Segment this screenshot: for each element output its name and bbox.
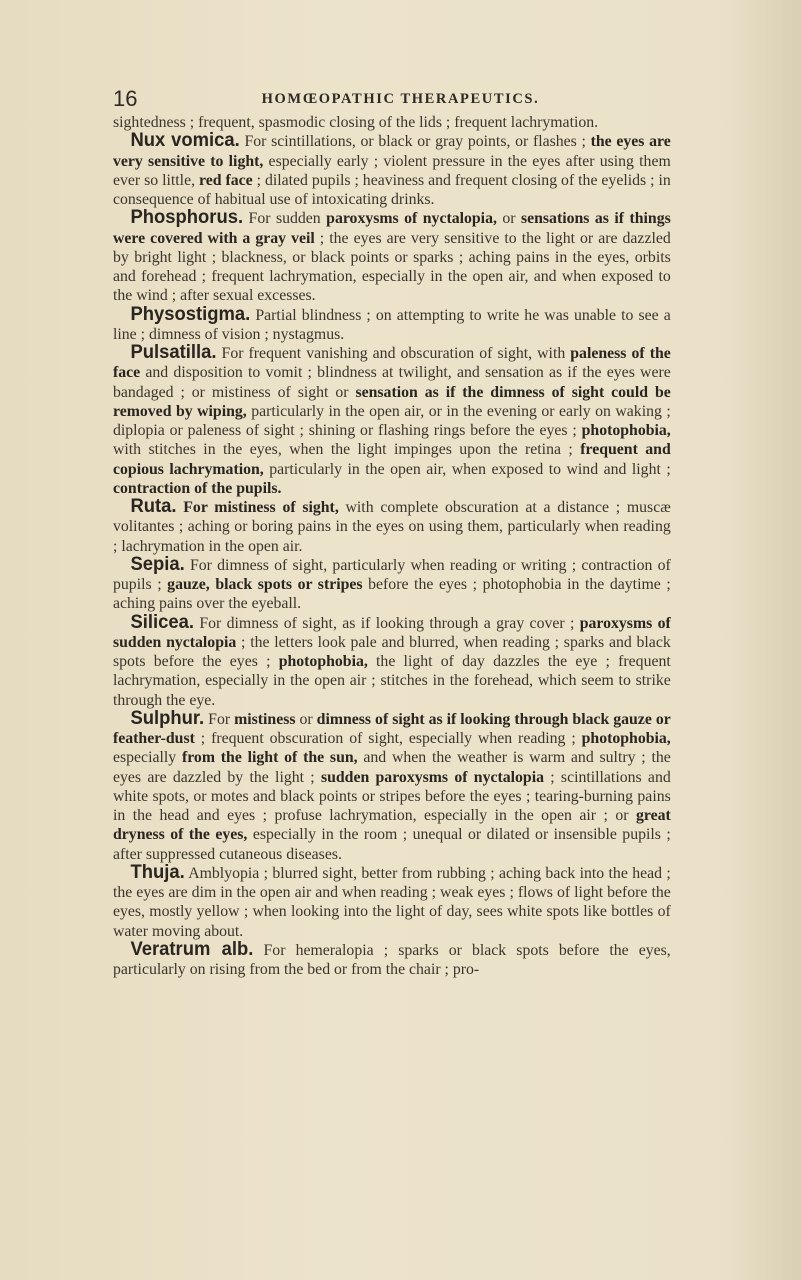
body-text: particularly in the open air, when exposed to wind and light ; (263, 458, 671, 478)
body-text: For frequent vanishing and obscuration of sight, with (216, 343, 571, 362)
emphasized-text: sensations as if things were covered with a gray veil (113, 208, 671, 247)
emphasized-text: paleness of the face (113, 343, 671, 382)
remedy-name: Physostigma. (130, 303, 251, 325)
remedy-name: Thuja. (130, 861, 185, 883)
remedy-name: Pulsatilla. (130, 342, 217, 363)
page-header (113, 86, 688, 110)
body-text: with complete obscuration at a distance ; muscæ volitantes ; aching or boring pains in the eyes on using them, particularly when reading ; lachrymation in the open air. (113, 497, 671, 555)
remedy-paragraph (113, 613, 671, 709)
page-body (113, 112, 671, 978)
body-text: For hemeralopia ; sparks or black spots before the eyes, particularly on rising from the bed or from the chair ; pro- (113, 939, 671, 978)
emphasized-text: photophobia, (581, 728, 671, 747)
body-text: the light of day dazzles the eye ; frequent lachrymation, especially in the open air ; stitches in the forehead, which seem to strike through the eye. (113, 651, 671, 709)
remedy-name: Silicea. (130, 611, 194, 633)
body-text: For sudden (243, 208, 327, 228)
emphasized-text: great dryness of the eyes, (113, 805, 671, 844)
body-text: or (295, 708, 317, 728)
emphasized-text: red face (198, 169, 253, 189)
body-text: and disposition to vomit ; blindness at twilight, and sensation as if the eyes were bandaged ; or mistiness of sight or (113, 362, 671, 401)
body-text: ; the letters look pale and blurred, when reading ; sparks and black spots before the eyes ; (113, 631, 671, 670)
continued-paragraph (113, 112, 671, 131)
remedy-paragraph (113, 343, 671, 497)
emphasized-text: dimness of sight as if looking through black gauze or feather-dust (113, 708, 671, 747)
body-text: with stitches in the eyes, when the light impinges upon the retina ; (113, 439, 581, 459)
emphasized-text: frequent and copious lachrymation, (113, 439, 671, 478)
body-text: especially in the room ; unequal or dilated or insensible pupils ; after suppressed cutaneous diseases. (113, 824, 671, 863)
body-text: particularly in the open air, or in the evening or early on waking ; diplopia or paleness of sight ; shining or flashing rings before the eyes ; (113, 400, 671, 439)
body-text: For dimness of sight, as if looking through a gray cover ; (193, 612, 580, 632)
body-text: before the eyes ; photophobia in the daytime ; aching pains over the eyeball. (113, 574, 671, 613)
page-number: 16 (113, 86, 138, 111)
remedy-name: Ruta. (130, 496, 177, 517)
emphasized-text: photophobia, (278, 651, 368, 670)
remedy-paragraph (113, 555, 671, 613)
body-text: sightedness ; frequent, spasmodic closing of the lids ; frequent lachrymation. (113, 112, 599, 131)
body-text: ; dilated pupils ; heaviness and frequent closing of the eyelids ; in consequence of habitual use of intoxicating drinks. (113, 169, 671, 208)
emphasized-text: photophobia, (581, 420, 671, 439)
body-text: Partial blindness ; on attempting to write he was unable to see a line ; dimness of vision ; nystagmus. (113, 304, 671, 343)
emphasized-text: the eyes are very sensitive to light, (113, 131, 671, 170)
body-text: ; frequent obscuration of sight, especially when reading ; (194, 728, 582, 747)
emphasized-text: paroxysms of nyctalopia, (326, 208, 497, 228)
body-text: For (204, 708, 235, 728)
remedy-paragraph (113, 940, 671, 979)
body-text: For dimness of sight, particularly when reading or writing ; contraction of pupils ; (113, 554, 671, 593)
remedy-paragraph (113, 863, 671, 940)
remedy-paragraph (113, 709, 671, 863)
body-text: ; scintillations and white spots, or motes and black points or stripes before the eyes ; tearing-burning pains in the head and eyes ; profuse lachrymation, especially in the open air ; or (113, 766, 671, 824)
emphasized-text: mistiness (234, 708, 296, 728)
body-text: especially early ; violent pressure in the eyes after using them ever so little, (113, 150, 671, 189)
emphasized-text: sensation as if the dimness of sight could be removed by wiping, (113, 381, 671, 420)
emphasized-text: gauze, black spots or stripes (167, 574, 363, 593)
body-text: For scintillations, or black or gray points, or flashes ; (239, 131, 591, 151)
emphasized-text: contraction of the pupils. (113, 477, 282, 497)
body-text: and when the weather is warm and sultry ; the eyes are dazzled by the light ; (113, 747, 671, 786)
body-text: Amblyopia ; blurred sight, better from rubbing ; aching back into the head ; the eyes are dim in the open air and when reading ; weak eyes ; flows of light before the eyes, mostly yellow ; when looking into the light of day, sees white spots like bottles of water moving about. (113, 862, 671, 940)
remedy-name: Phosphorus. (130, 207, 244, 229)
remedy-paragraph (113, 305, 671, 344)
emphasized-text: For mistiness of sight, (176, 497, 339, 516)
remedy-paragraph (113, 208, 671, 304)
emphasized-text: sudden paroxysms of nyctalopia (320, 766, 544, 786)
body-text: ; the eyes are very sensitive to the light or are dazzled by bright light ; blackness, or black points or sparks ; aching pains in the eyes, orbits and forehead ; frequent lachrymation, especially in the open air, and when exposed to the wind ; after sexual excesses. (113, 227, 671, 305)
remedy-paragraph (113, 131, 671, 208)
remedy-paragraph (113, 497, 671, 555)
remedy-name: Sepia. (130, 553, 185, 575)
emphasized-text: paroxysms of sudden nyctalopia (113, 612, 671, 651)
running-title: HOMŒOPATHIC THERAPEUTICS. (261, 91, 540, 107)
body-text: or (496, 208, 521, 228)
remedy-name: Veratrum alb. (130, 938, 254, 960)
emphasized-text: from the light of the sun, (181, 747, 358, 767)
body-text: especially (113, 747, 182, 767)
remedy-name: Sulphur. (130, 707, 205, 729)
remedy-name: Nux vomica. (130, 130, 240, 152)
